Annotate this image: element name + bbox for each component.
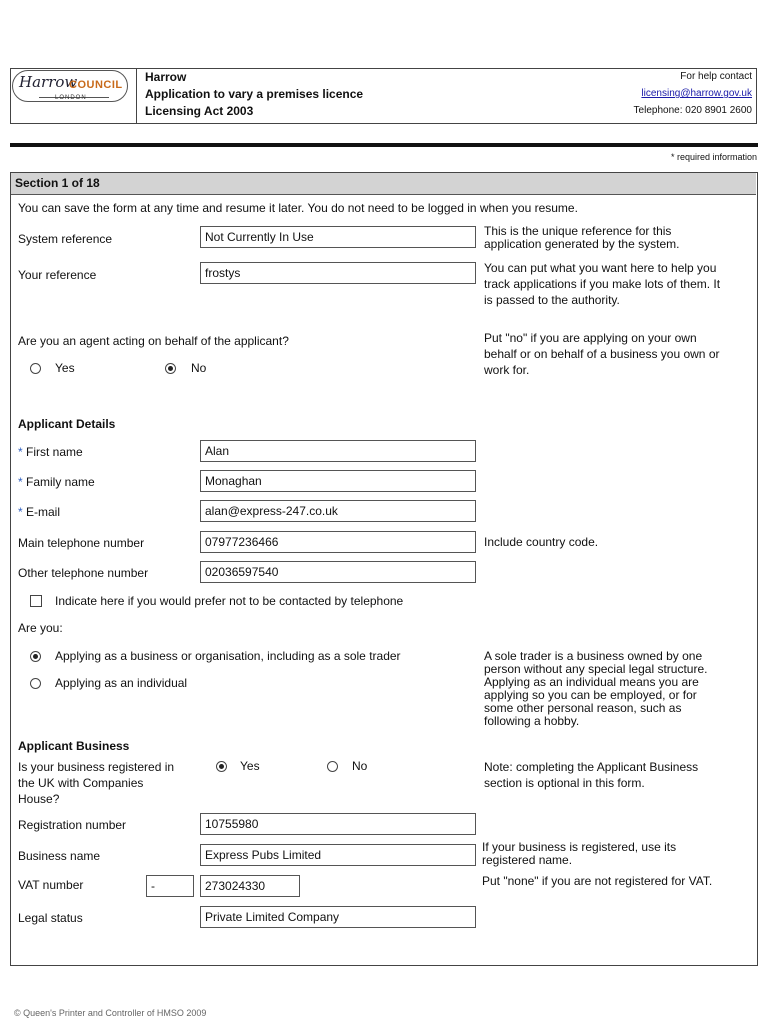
applicant-business-heading: Applicant Business [18, 739, 130, 753]
registered-no-radio[interactable] [327, 761, 338, 772]
your-reference-field[interactable]: frostys [200, 262, 476, 284]
legal-status-field[interactable]: Private Limited Company [200, 906, 476, 928]
business-name-note: If your business is registered, use its registered name. [482, 840, 677, 867]
registration-number-label: Registration number [18, 818, 127, 832]
council-name: Harrow [145, 70, 187, 84]
main-phone-note: Include country code. [484, 535, 599, 549]
registered-no-label: No [352, 759, 368, 773]
header-divider [136, 68, 137, 124]
vat-prefix-field[interactable]: - [146, 875, 194, 897]
harrow-council-logo: Harrow COUNCIL LONDON [12, 70, 128, 102]
business-name-field[interactable]: Express Pubs Limited [200, 844, 476, 866]
other-phone-label: Other telephone number [18, 566, 149, 580]
business-option-label: Applying as a business or organisation, including as a sole trader [55, 649, 401, 663]
sole-trader-note: A sole trader is a business owned by one person without any special legal structure. Applying as an individual means you are applying so you can be employed, or for some other personal reason, such as following a hobby. [484, 649, 708, 728]
individual-radio[interactable] [30, 678, 41, 689]
system-reference-note: This is the unique reference for this application generated by the system. [484, 224, 680, 251]
required-star: * [18, 505, 23, 519]
header-rule [10, 143, 758, 147]
legal-status-label: Legal status [18, 911, 83, 925]
first-name-label: * First name [18, 445, 83, 459]
individual-option-label: Applying as an individual [55, 676, 188, 690]
act-title: Licensing Act 2003 [145, 104, 254, 118]
registration-number-field[interactable]: 10755980 [200, 813, 476, 835]
business-radio[interactable] [30, 651, 41, 662]
registered-yes-label: Yes [240, 759, 260, 773]
agent-yes-label: Yes [55, 361, 75, 375]
help-label: For help contact [680, 71, 752, 82]
your-reference-label: Your reference [18, 268, 97, 282]
email-field[interactable]: alan@express-247.co.uk [200, 500, 476, 522]
help-email-link[interactable]: licensing@harrow.gov.uk [641, 88, 752, 99]
system-reference-field[interactable]: Not Currently In Use [200, 226, 476, 248]
system-reference-label: System reference [18, 232, 113, 246]
section-header [11, 173, 756, 195]
agent-question-label: Are you an agent acting on behalf of the applicant? [18, 334, 289, 348]
help-telephone: Telephone: 020 8901 2600 [633, 105, 752, 116]
vat-number-field[interactable]: 273024330 [200, 875, 300, 897]
vat-number-label: VAT number [18, 878, 84, 892]
no-phone-contact-label: Indicate here if you would prefer not to be contacted by telephone [55, 594, 404, 608]
form-title: Application to vary a premises licence [145, 87, 364, 101]
are-you-label: Are you: [18, 621, 63, 635]
section-intro: You can save the form at any time and resume it later. You do not need to be logged in when you resume. [18, 201, 578, 215]
required-star: * [18, 475, 23, 489]
registered-yes-radio[interactable] [216, 761, 227, 772]
applicant-details-heading: Applicant Details [18, 417, 116, 431]
main-phone-field[interactable]: 07977236466 [200, 531, 476, 553]
agent-no-label: No [191, 361, 207, 375]
no-phone-contact-checkbox[interactable] [30, 595, 42, 607]
business-name-label: Business name [18, 849, 101, 863]
family-name-field[interactable]: Monaghan [200, 470, 476, 492]
required-star: * [18, 445, 23, 459]
agent-no-radio[interactable] [165, 363, 176, 374]
business-optional-note: Note: completing the Applicant Business section is optional in this form. [484, 760, 699, 790]
copyright-footer: © Queen's Printer and Controller of HMSO 2009 [14, 1008, 207, 1018]
email-label: * E-mail [18, 505, 61, 519]
agent-yes-radio[interactable] [30, 363, 41, 374]
first-name-field[interactable]: Alan [200, 440, 476, 462]
vat-note: Put "none" if you are not registered for VAT. [482, 874, 713, 888]
registered-question-label: Is your business registered in the UK with Companies House? [18, 760, 175, 806]
family-name-label: * Family name [18, 475, 95, 489]
your-reference-note: You can put what you want here to help you track applications if you make lots of them. It is passed to the authority. [484, 261, 721, 307]
required-note: * required information [670, 152, 757, 162]
agent-note: Put "no" if you are applying on your own behalf or on behalf of a business you own or work for. [484, 331, 720, 377]
main-phone-label: Main telephone number [18, 536, 145, 550]
section-title: Section 1 of 18 [15, 176, 100, 190]
other-phone-field[interactable]: 02036597540 [200, 561, 476, 583]
